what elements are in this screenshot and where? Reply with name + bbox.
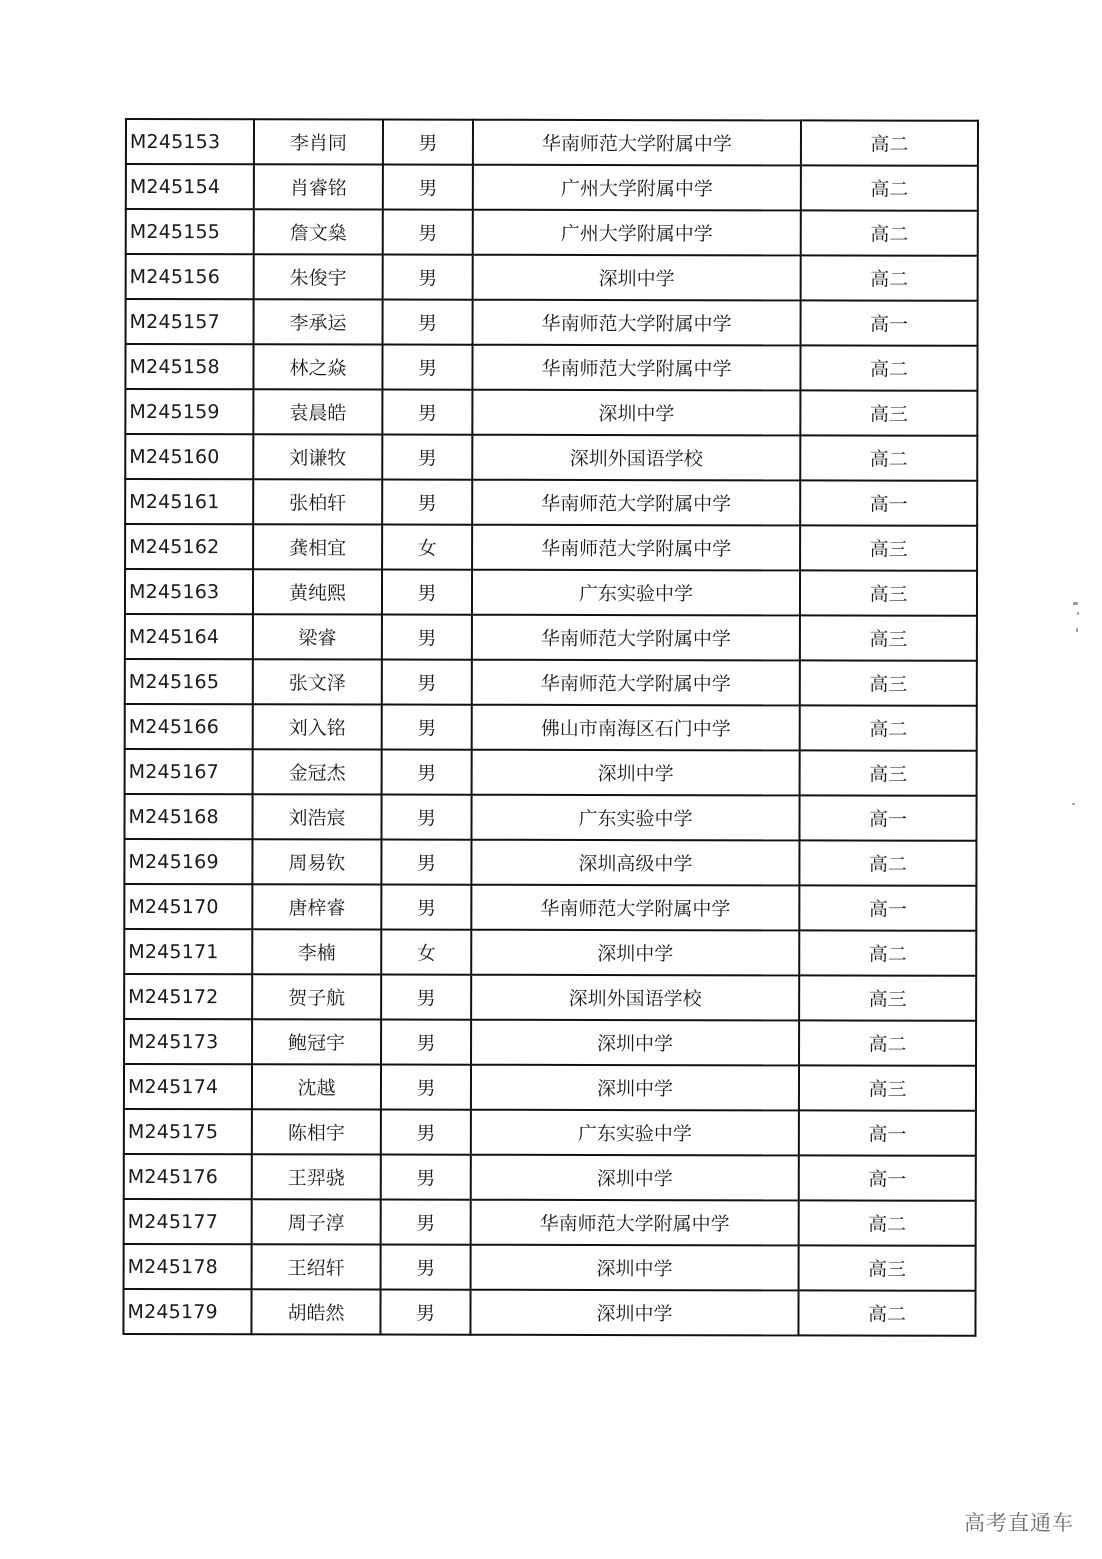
cell-student-name: 王羿骁 — [252, 1154, 381, 1199]
cell-student-name: 龚相宜 — [253, 524, 382, 569]
cell-grade: 高一 — [799, 1155, 976, 1200]
cell-school: 广东实验中学 — [472, 570, 800, 616]
cell-gender: 男 — [381, 1245, 471, 1290]
cell-student-name: 刘入铭 — [253, 704, 382, 749]
cell-student-name: 沈越 — [252, 1064, 381, 1109]
cell-school: 深圳中学 — [471, 1245, 799, 1291]
cell-grade: 高三 — [800, 390, 977, 435]
cell-grade: 高三 — [800, 615, 977, 660]
table-row — [124, 839, 976, 886]
cell-grade: 高三 — [799, 975, 976, 1020]
cell-student-id: M245156 — [126, 254, 254, 299]
cell-student-id: M245161 — [125, 479, 253, 524]
table-row — [125, 524, 977, 571]
cell-gender: 男 — [382, 435, 472, 480]
cell-gender: 男 — [382, 660, 472, 705]
cell-student-name: 王绍轩 — [252, 1244, 381, 1289]
cell-grade: 高三 — [799, 1065, 976, 1110]
cell-gender: 男 — [382, 345, 472, 390]
cell-student-name: 唐梓睿 — [252, 884, 381, 929]
cell-school: 华南师范大学附属中学 — [472, 345, 800, 391]
cell-grade: 高二 — [801, 210, 978, 255]
cell-gender: 男 — [382, 570, 472, 615]
cell-gender: 男 — [382, 705, 472, 750]
table-row — [124, 1109, 976, 1156]
cell-student-id: M245173 — [124, 1019, 252, 1064]
cell-student-name: 胡皓然 — [251, 1289, 380, 1334]
cell-student-name: 李肖同 — [254, 119, 383, 164]
cell-gender: 男 — [382, 390, 472, 435]
cell-grade: 高二 — [799, 1020, 976, 1065]
cell-grade: 高二 — [799, 840, 976, 885]
cell-student-id: M245155 — [126, 209, 254, 254]
cell-student-id: M245174 — [124, 1064, 252, 1109]
roster-table — [122, 118, 979, 1337]
cell-grade: 高一 — [801, 300, 978, 345]
cell-school: 深圳外国语学校 — [471, 975, 799, 1021]
cell-student-name: 李承运 — [254, 299, 383, 344]
cell-gender: 男 — [381, 1020, 471, 1065]
table-row — [124, 794, 976, 841]
table-row — [124, 1064, 976, 1111]
cell-school: 华南师范大学附属中学 — [473, 120, 801, 166]
cell-student-name: 周子淳 — [252, 1199, 381, 1244]
cell-school: 华南师范大学附属中学 — [472, 480, 800, 526]
cell-student-name: 刘浩宸 — [252, 794, 381, 839]
cell-student-name: 袁晨皓 — [253, 389, 382, 434]
cell-grade: 高二 — [800, 345, 977, 390]
cell-student-name: 詹文燊 — [254, 209, 383, 254]
cell-school: 深圳中学 — [471, 1020, 799, 1066]
cell-student-id: M245169 — [124, 839, 252, 884]
table-row — [124, 1154, 976, 1201]
cell-student-id: M245177 — [124, 1199, 252, 1244]
cell-school: 深圳中学 — [470, 1290, 798, 1336]
cell-student-name: 周易钦 — [252, 839, 381, 884]
cell-school: 广东实验中学 — [471, 1110, 799, 1156]
table-row — [125, 434, 977, 481]
table-row — [123, 1289, 975, 1336]
table-row — [125, 344, 977, 391]
cell-student-id: M245176 — [124, 1154, 252, 1199]
table-row — [126, 299, 978, 346]
cell-student-id: M245158 — [125, 344, 253, 389]
cell-student-id: M245179 — [123, 1289, 251, 1334]
cell-student-id: M245165 — [125, 659, 253, 704]
cell-gender: 男 — [383, 255, 473, 300]
cell-school: 深圳中学 — [471, 930, 799, 976]
cell-gender: 男 — [381, 840, 471, 885]
cell-student-name: 林之焱 — [253, 344, 382, 389]
cell-grade: 高一 — [799, 885, 976, 930]
cell-school: 广州大学附属中学 — [473, 165, 801, 211]
table-row — [124, 1019, 976, 1066]
cell-gender: 女 — [382, 525, 472, 570]
cell-student-id: M245170 — [124, 884, 252, 929]
roster-sheet — [122, 118, 977, 1337]
cell-student-name: 梁睿 — [253, 614, 382, 659]
scan-speck — [1073, 602, 1078, 605]
cell-gender: 男 — [382, 750, 472, 795]
cell-grade: 高一 — [799, 1110, 976, 1155]
cell-school: 华南师范大学附属中学 — [472, 525, 800, 571]
table-row — [126, 254, 978, 301]
cell-student-name: 黄纯熙 — [253, 569, 382, 614]
cell-student-name: 鲍冠宇 — [252, 1019, 381, 1064]
cell-student-id: M245167 — [125, 749, 253, 794]
cell-student-id: M245159 — [125, 389, 253, 434]
cell-gender: 男 — [382, 615, 472, 660]
cell-gender: 男 — [381, 1110, 471, 1155]
cell-school: 华南师范大学附属中学 — [471, 885, 799, 931]
table-row — [125, 479, 977, 526]
cell-student-id: M245157 — [126, 299, 254, 344]
cell-student-id: M245172 — [124, 974, 252, 1019]
cell-grade: 高三 — [800, 750, 977, 795]
cell-grade: 高二 — [801, 255, 978, 300]
cell-student-id: M245171 — [124, 929, 252, 974]
cell-school: 深圳外国语学校 — [472, 435, 800, 481]
cell-student-id: M245164 — [125, 614, 253, 659]
cell-grade: 高二 — [800, 705, 977, 750]
cell-student-id: M245168 — [124, 794, 252, 839]
cell-gender: 男 — [381, 885, 471, 930]
cell-student-id: M245163 — [125, 569, 253, 614]
cell-school: 华南师范大学附属中学 — [472, 660, 800, 706]
cell-gender: 男 — [383, 300, 473, 345]
cell-student-name: 贺子航 — [252, 974, 381, 1019]
cell-grade: 高三 — [800, 525, 977, 570]
table-row — [125, 659, 977, 706]
table-row — [124, 929, 976, 976]
cell-school: 深圳高级中学 — [471, 840, 799, 886]
cell-gender: 男 — [383, 120, 473, 165]
table-row — [125, 749, 977, 796]
cell-school: 广州大学附属中学 — [473, 210, 801, 256]
cell-student-name: 陈相宇 — [252, 1109, 381, 1154]
cell-grade: 高二 — [801, 120, 978, 165]
cell-grade: 高二 — [798, 1290, 975, 1335]
cell-student-name: 金冠杰 — [253, 749, 382, 794]
cell-student-name: 刘谦牧 — [253, 434, 382, 479]
cell-student-id: M245160 — [125, 434, 253, 479]
cell-grade: 高三 — [800, 660, 977, 705]
table-row — [125, 389, 977, 436]
cell-gender: 男 — [381, 795, 471, 840]
cell-student-name: 朱俊宇 — [254, 254, 383, 299]
cell-school: 华南师范大学附属中学 — [473, 300, 801, 346]
cell-student-name: 张柏轩 — [253, 479, 382, 524]
scan-speck — [1077, 612, 1079, 615]
cell-student-id: M245175 — [124, 1109, 252, 1154]
table-row — [125, 704, 977, 751]
cell-gender: 男 — [381, 1065, 471, 1110]
cell-school: 深圳中学 — [473, 255, 801, 301]
cell-gender: 女 — [381, 930, 471, 975]
roster-table-body — [123, 119, 978, 1336]
cell-grade: 高一 — [800, 480, 977, 525]
cell-student-id: M245154 — [126, 164, 254, 209]
table-row — [124, 1199, 976, 1246]
cell-gender: 男 — [381, 975, 471, 1020]
cell-school: 深圳中学 — [471, 1065, 799, 1111]
cell-school: 深圳中学 — [471, 1155, 799, 1201]
table-row — [124, 884, 976, 931]
cell-gender: 男 — [381, 1200, 471, 1245]
cell-grade: 高二 — [799, 930, 976, 975]
table-row — [126, 119, 978, 166]
cell-school: 深圳中学 — [472, 390, 800, 436]
cell-school: 华南师范大学附属中学 — [472, 615, 800, 661]
cell-school: 深圳中学 — [472, 750, 800, 796]
cell-grade: 高一 — [799, 795, 976, 840]
cell-gender: 男 — [383, 210, 473, 255]
cell-student-id: M245178 — [124, 1244, 252, 1289]
cell-school: 广东实验中学 — [471, 795, 799, 841]
cell-student-name: 肖睿铭 — [254, 164, 383, 209]
watermark-text: 高考直通车 — [964, 1511, 1074, 1535]
scan-speck — [1072, 803, 1075, 805]
table-row — [125, 569, 977, 616]
scan-speck — [1076, 628, 1078, 632]
cell-student-id: M245153 — [126, 119, 254, 164]
cell-student-name: 李楠 — [252, 929, 381, 974]
cell-grade: 高三 — [800, 570, 977, 615]
cell-student-id: M245166 — [125, 704, 253, 749]
table-row — [125, 614, 977, 661]
cell-gender: 男 — [380, 1290, 470, 1335]
table-row — [126, 209, 978, 256]
cell-student-id: M245162 — [125, 524, 253, 569]
cell-school: 佛山市南海区石门中学 — [472, 705, 800, 751]
cell-grade: 高二 — [799, 1200, 976, 1245]
cell-gender: 男 — [383, 165, 473, 210]
cell-student-name: 张文泽 — [253, 659, 382, 704]
cell-gender: 男 — [381, 1155, 471, 1200]
table-row — [124, 974, 976, 1021]
cell-grade: 高二 — [801, 165, 978, 210]
cell-grade: 高二 — [800, 435, 977, 480]
table-row — [124, 1244, 976, 1291]
cell-grade: 高三 — [799, 1245, 976, 1290]
cell-gender: 男 — [382, 480, 472, 525]
table-row — [126, 164, 978, 211]
cell-school: 华南师范大学附属中学 — [471, 1200, 799, 1246]
